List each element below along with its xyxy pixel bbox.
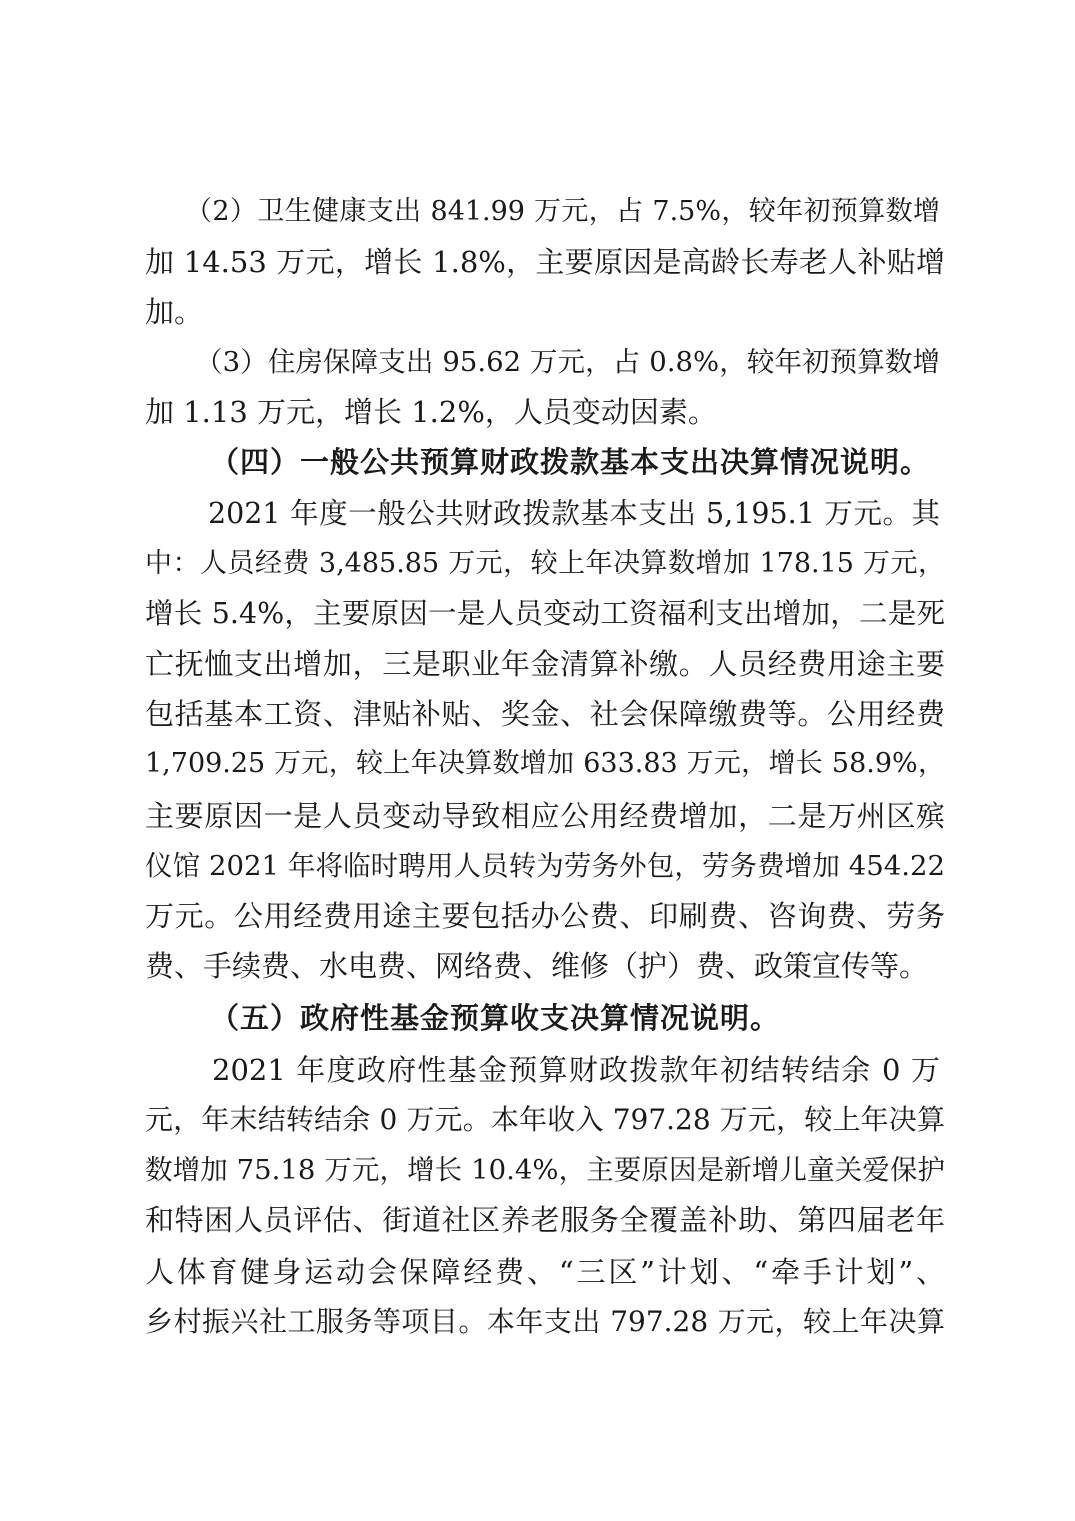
paragraph-line: 数增加 75.18 万元，增长 10.4%，主要原因是新增儿童关爱保护	[145, 1154, 945, 1186]
paragraph-line: 2021 年度政府性基金预算财政拨款年初结转结余 0 万	[212, 1053, 940, 1087]
paragraph-line: 和特困人员评估、街道社区养老服务全覆盖补助、第四届老年	[145, 1203, 945, 1237]
paragraph-line: 增长 5.4%，主要原因一是人员变动工资福利支出增加，二是死	[145, 597, 945, 630]
paragraph-line: 人体育健身运动会保障经费、“三区”计划、“牵手计划”、	[145, 1255, 945, 1289]
paragraph-line: 元，年末结转结余 0 万元。本年收入 797.28 万元，较上年决算	[145, 1103, 945, 1136]
paragraph-line: （3）住房保障支出 95.62 万元，占 0.8%，较年初预算数增	[195, 346, 940, 378]
paragraph-line: 仪馆 2021 年将临时聘用人员转为劳务外包，劳务费增加 454.22	[145, 850, 945, 882]
paragraph-line: 加。	[145, 295, 204, 329]
paragraph-line: 包括基本工资、津贴补贴、奖金、社会保障缴费等。公用经费	[145, 697, 945, 731]
paragraph-line: 加 1.13 万元，增长 1.2%，人员变动因素。	[145, 395, 717, 429]
section-heading: （四）一般公共预算财政拨款基本支出决算情况说明。	[210, 445, 931, 479]
paragraph-line: 主要原因一是人员变动导致相应公用经费增加，二是万州区殡	[145, 799, 945, 833]
paragraph-line: 加 14.53 万元，增长 1.8%，主要原因是高龄长寿老人补贴增	[145, 245, 945, 279]
paragraph-line: 乡村振兴社工服务等项目。本年支出 797.28 万元，较上年决算	[145, 1305, 945, 1338]
paragraph-line: 1,709.25 万元，较上年决算数增加 633.83 万元，增长 58.9%，	[145, 748, 945, 779]
paragraph-line: 费、手续费、水电费、网络费、维修（护）费、政策宣传等。	[145, 949, 929, 983]
paragraph-line: 万元。公用经费用途主要包括办公费、印刷费、咨询费、劳务	[145, 899, 945, 933]
paragraph-line: （2）卫生健康支出 841.99 万元，占 7.5%，较年初预算数增	[185, 196, 940, 227]
paragraph-line: 2021 年度一般公共财政拨款基本支出 5,195.1 万元。其	[208, 497, 940, 530]
section-heading: （五）政府性基金预算收支决算情况说明。	[210, 1001, 781, 1035]
paragraph-line: 亡抚恤支出增加，三是职业年金清算补缴。人员经费用途主要	[145, 647, 945, 681]
paragraph-line: 中：人员经费 3,485.85 万元，较上年决算数增加 178.15 万元，	[145, 548, 945, 579]
